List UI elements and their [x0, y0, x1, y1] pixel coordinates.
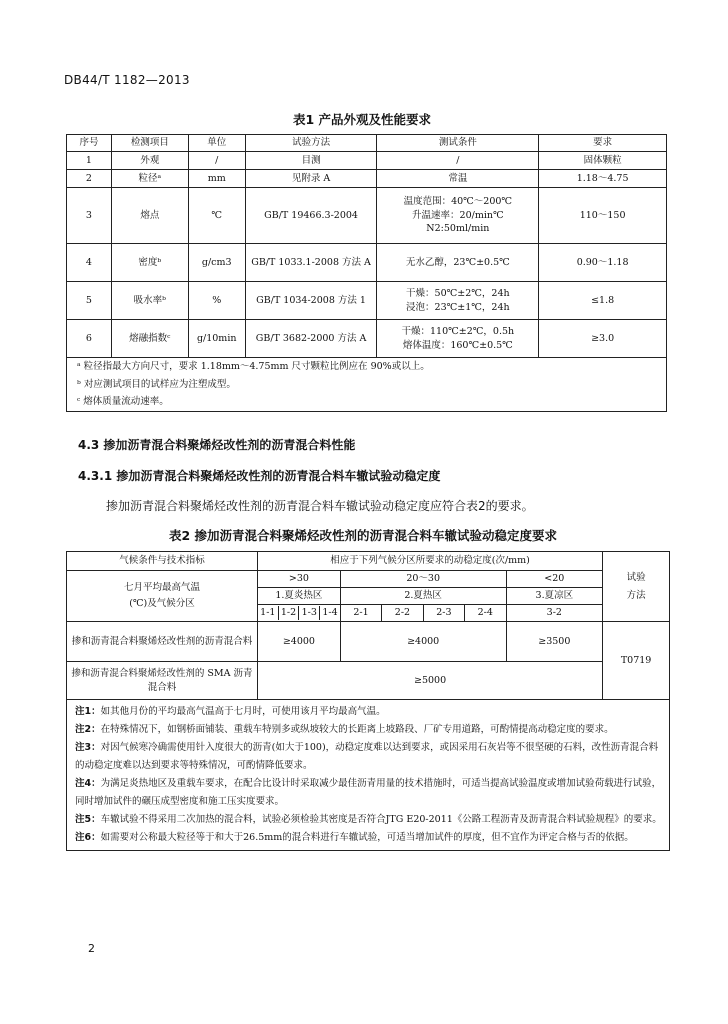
- table1-caption: 表1 产品外观及性能要求: [293, 112, 432, 127]
- range-cell: 20～30: [340, 571, 506, 588]
- zone-cell: 3.夏凉区: [506, 588, 603, 605]
- row-requirement: 0.90～1.18: [539, 244, 667, 282]
- table2-row-a: [67, 622, 670, 662]
- note-text: 如其他月份的平均最高气温高于七月时，可使用该月平均最高气温。: [100, 706, 386, 717]
- condition-line: 温度范围：40℃～200℃: [403, 195, 513, 207]
- row-item: 吸水率ᵇ: [111, 282, 188, 320]
- t2-header-span: 相应于下列气候分区所要求的动稳定度(次/mm): [257, 552, 602, 571]
- row-unit: ℃: [188, 188, 245, 244]
- subzone-cell: 2-3: [423, 605, 464, 622]
- table-row: [67, 320, 667, 358]
- row-unit: %: [188, 282, 245, 320]
- table-row: [67, 244, 667, 282]
- note-label: 注3：: [75, 742, 101, 754]
- condition-line: 升温速率：20/min℃: [412, 209, 504, 221]
- note-label: 注6：: [75, 832, 101, 844]
- note-1: [75, 703, 663, 721]
- value-cell: ≥3500: [506, 622, 603, 662]
- row-no: 2: [67, 170, 112, 188]
- row-item: 熔融指数ᶜ: [111, 320, 188, 358]
- body-paragraph: 掺加沥青混合料聚烯烃改性剂的沥青混合料车辙试验动稳定度应符合表2的要求。: [106, 499, 534, 513]
- page-number: 2: [88, 942, 95, 955]
- note-label: 注1：: [75, 706, 101, 717]
- row-unit: g/cm3: [188, 244, 245, 282]
- row-requirement: 固体颗粒: [539, 152, 667, 170]
- condition-line: 干燥：110℃±2℃，0.5h: [401, 325, 515, 337]
- value-cell: ≥4000: [340, 622, 506, 662]
- value-cell: ≥4000: [257, 622, 340, 662]
- table2-header-row: [67, 552, 670, 571]
- value-cell: ≥5000: [257, 662, 602, 700]
- row-requirement: 110～150: [539, 188, 667, 244]
- table-row: [67, 152, 667, 170]
- t1-header-method: 试验方法: [245, 135, 377, 152]
- table2-caption: 表2 掺加沥青混合料聚烯烃改性剂的沥青混合料车辙试验动稳定度要求: [169, 528, 558, 543]
- table1-footnotes-row: [67, 358, 667, 412]
- method-header-text: 试验方法: [626, 572, 646, 601]
- row-no: 1: [67, 152, 112, 170]
- range-cell: >30: [257, 571, 340, 588]
- row-method: GB/T 19466.3-2004: [245, 188, 377, 244]
- table2-rutting-stability: [66, 551, 670, 851]
- row-unit: /: [188, 152, 245, 170]
- row-condition: [377, 282, 539, 320]
- note-2: [75, 721, 663, 739]
- footnote: ᶜ 熔体质量流动速率。: [77, 396, 169, 408]
- row-method: GB/T 3682-2000 方法 A: [245, 320, 377, 358]
- note-3: [75, 739, 663, 775]
- row-condition: 无水乙醇，23℃±0.5℃: [377, 244, 539, 282]
- table2-range-row: [67, 571, 670, 588]
- note-6: [75, 829, 663, 847]
- climate-label-text: 七月平均最高气温(℃)及气候分区: [123, 581, 200, 609]
- t1-header-item: 检测项目: [111, 135, 188, 152]
- zone-cell: 1.夏炎热区: [257, 588, 340, 605]
- row-condition: /: [377, 152, 539, 170]
- t1-header-requirement: 要求: [539, 135, 667, 152]
- subzone-group: [257, 605, 340, 622]
- note-label: 注5：: [75, 814, 101, 826]
- t2-climate-label: [67, 571, 258, 622]
- subzone-cell: 2-1: [340, 605, 381, 622]
- row-method: 目测: [245, 152, 377, 170]
- note-text: 在特殊情况下，如钢桥面铺装、重载车特别多或纵坡较大的长距离上坡路段、厂矿专用道路，可酌情提高动稳定度的要求。: [100, 724, 614, 736]
- table-row: [67, 188, 667, 244]
- row-a-label: 掺和沥青混合料聚烯烃改性剂的沥青混合料: [67, 622, 258, 662]
- row-requirement: ≤1.8: [539, 282, 667, 320]
- subzone-cell: 3-2: [506, 605, 603, 622]
- row-method: GB/T 1033.1-2008 方法 A: [245, 244, 377, 282]
- subzone-cell: 1-2: [279, 606, 300, 620]
- table-row: [67, 282, 667, 320]
- subzone-cell: 1-4: [322, 607, 338, 619]
- document-code: DB44/T 1182—2013: [64, 73, 190, 87]
- row-no: 5: [67, 282, 112, 320]
- table2-notes: [67, 700, 670, 851]
- subzone-cell: 2-2: [382, 605, 423, 622]
- section-heading-4-3-1: 4.3.1 掺加沥青混合料聚烯烃改性剂的沥青混合料车辙试验动稳定度: [78, 469, 441, 483]
- note-5: [75, 811, 663, 829]
- note-label: 注4：: [75, 778, 101, 790]
- condition-line: 熔体温度：160℃±0.5℃: [402, 339, 513, 351]
- t1-header-unit: 单位: [188, 135, 245, 152]
- table1-header-row: [67, 135, 667, 152]
- subzone-group-inner: [258, 606, 340, 620]
- table-row: [67, 170, 667, 188]
- row-unit: mm: [188, 170, 245, 188]
- section-heading-4-3: 4.3 掺加沥青混合料聚烯烃改性剂的沥青混合料性能: [78, 438, 356, 452]
- row-item: 密度ᵇ: [111, 244, 188, 282]
- footnote: ᵇ 对应测试项目的试样应为注塑成型。: [77, 378, 236, 390]
- row-no: 6: [67, 320, 112, 358]
- zone-cell: 2.夏热区: [340, 588, 506, 605]
- row-item: 粒径ᵃ: [111, 170, 188, 188]
- note-4: [75, 775, 663, 811]
- note-text: 车辙试验不得采用二次加热的混合料，试验必须检验其密度是否符合JTG E20-2011《公路工程沥青及沥青混合料试验规程》的要求。: [100, 814, 662, 826]
- condition-line: N2:50ml/min: [426, 223, 490, 235]
- table2-row-b: [67, 662, 670, 700]
- t1-header-condition: 测试条件: [377, 135, 539, 152]
- subzone-cell: 1-1: [258, 606, 279, 620]
- note-text: 对因气候寒冷确需使用针入度很大的沥青(如大于100)，动稳定度难以达到要求，或因采用石灰岩等不很坚硬的石料，改性沥青混合料的动稳定度难以达到要求等特殊情况，可酌情降低要求。: [75, 742, 659, 772]
- note-label: 注2：: [75, 724, 101, 736]
- table2-notes-row: [67, 700, 670, 851]
- table1-footnotes: [67, 358, 667, 412]
- row-condition: 常温: [377, 170, 539, 188]
- row-method: 见附录 A: [245, 170, 377, 188]
- condition-line: 干燥：50℃±2℃，24h: [406, 287, 510, 299]
- condition-line: 浸泡：23℃±1℃，24h: [406, 301, 510, 313]
- row-requirement: ≥3.0: [539, 320, 667, 358]
- range-cell: <20: [506, 571, 603, 588]
- row-no: 3: [67, 188, 112, 244]
- t2-header-method: [603, 552, 670, 622]
- row-b-label: 掺和沥青混合料聚烯烃改性剂的 SMA 沥青混合料: [67, 662, 258, 700]
- row-item: 外观: [111, 152, 188, 170]
- note-text: 如需要对公称最大粒径等于和大于26.5mm的混合料进行车辙试验，可适当增加试件的厚度，但不宜作为评定合格与否的依据。: [100, 832, 634, 844]
- t1-header-no: 序号: [67, 135, 112, 152]
- table1-product-requirements: [66, 134, 667, 412]
- subzone-cell: 1-3: [299, 606, 320, 620]
- row-item: 熔点: [111, 188, 188, 244]
- note-text: 为满足炎热地区及重载车要求，在配合比设计时采取减少最佳沥青用量的技术措施时，可适当提高试验温度或增加试验荷载进行试验，同时增加试件的碾压成型密度和施工压实度要求。: [75, 778, 662, 808]
- t2-header-indicator: 气候条件与技术指标: [67, 552, 258, 571]
- row-method: GB/T 1034-2008 方法 1: [245, 282, 377, 320]
- method-cell: T0719: [603, 622, 670, 700]
- row-no: 4: [67, 244, 112, 282]
- row-condition: [377, 188, 539, 244]
- row-condition: [377, 320, 539, 358]
- row-unit: g/10min: [188, 320, 245, 358]
- footnote: ᵃ 粒径指最大方向尺寸，要求 1.18mm～4.75mm 尺寸颗粒比例应在 90%或以上。: [77, 361, 430, 372]
- row-requirement: 1.18～4.75: [539, 170, 667, 188]
- subzone-cell: 2-4: [465, 605, 506, 622]
